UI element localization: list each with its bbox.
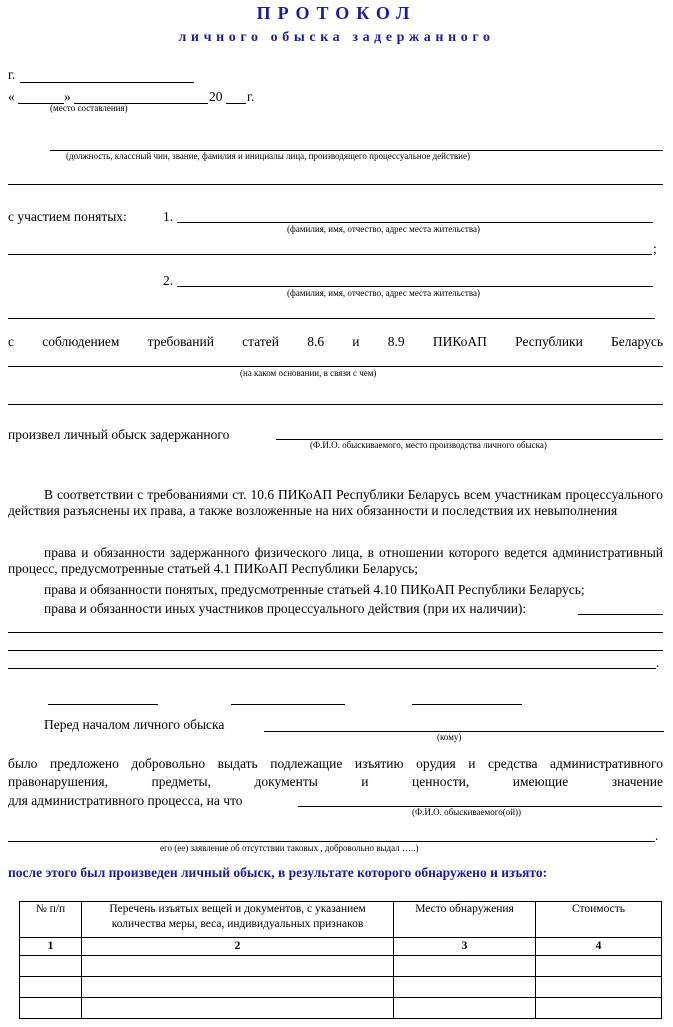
- table-cell[interactable]: [394, 977, 536, 998]
- header-items: Перечень изъятых вещей и документов, с указанием количества меры, веса, индивидуальных признаков: [82, 902, 394, 938]
- offer-name-hint: (Ф.И.О. обыскиваемого(ой)): [412, 807, 522, 817]
- result-heading: после этого был произведен личный обыск, в результате которого обнаружено и изъято:: [8, 865, 548, 880]
- search-label: произвел личный обыск задержанного: [8, 427, 230, 442]
- search-hint: (Ф.И.О. обыскиваемого, место производства личного обыска): [310, 440, 547, 450]
- witness-1-field-line-2[interactable]: [8, 254, 652, 255]
- offer-label: Перед началом личного обыска: [44, 717, 225, 732]
- witness-2-hint: (фамилия, имя, отчество, адрес места жительства): [287, 288, 480, 298]
- city-field-line[interactable]: [20, 82, 194, 83]
- col-number-2: 2: [82, 938, 394, 956]
- official-hint: (должность, классный чин, звание, фамилия и инициалы лица, производящего процессуальное действие): [66, 151, 470, 161]
- witness-1-number: 1.: [163, 209, 174, 224]
- witness-1-semicolon: ;: [653, 241, 657, 256]
- official-field-line-2[interactable]: [8, 184, 663, 185]
- signature-line-3[interactable]: [412, 704, 522, 705]
- table-cell[interactable]: [20, 956, 82, 977]
- rights-paragraph-3: права и обязанности понятых, предусмотренные статьей 4.10 ПИКоАП Республики Беларусь;: [44, 582, 585, 597]
- table-cell[interactable]: [82, 977, 394, 998]
- table-cell[interactable]: [20, 998, 82, 1019]
- rights-period: .: [656, 655, 660, 670]
- witness-1-hint: (фамилия, имя, отчество, адрес места жительства): [287, 224, 480, 234]
- table-row[interactable]: [20, 998, 662, 1019]
- signature-line-2[interactable]: [231, 704, 345, 705]
- document-title: ПРОТОКОЛ: [256, 3, 417, 23]
- offer-whom-field-line[interactable]: [264, 731, 664, 732]
- rights-field-line-3[interactable]: [8, 650, 663, 651]
- header-number: № п/п: [20, 902, 82, 938]
- compliance-field-line-2[interactable]: [8, 404, 663, 405]
- year-field-line[interactable]: [226, 103, 246, 104]
- compliance-text: с соблюдением требований статей 8.6 и 8.9 ПИКоАП Республики Беларусь: [8, 334, 663, 349]
- rights-field-line-4[interactable]: [8, 668, 656, 669]
- compliance-hint: (на каком основании, в связи с чем): [240, 368, 377, 378]
- witness-2-field-line[interactable]: [177, 286, 653, 287]
- table-cell[interactable]: [536, 998, 662, 1019]
- quote-close: »: [64, 89, 71, 104]
- table-row[interactable]: [20, 956, 662, 977]
- col-number-1: 1: [20, 938, 82, 956]
- witness-1-field-line[interactable]: [177, 222, 653, 223]
- table-cell[interactable]: [82, 998, 394, 1019]
- rights-field-line-2[interactable]: [8, 632, 663, 633]
- offer-statement-hint: его (ее) заявление об отсутствии таковых , добровольно выдал …..): [160, 843, 419, 853]
- table-cell[interactable]: [82, 956, 394, 977]
- table-row[interactable]: [20, 977, 662, 998]
- col-number-3: 3: [394, 938, 536, 956]
- table-cell[interactable]: [536, 956, 662, 977]
- offer-period: .: [655, 828, 659, 843]
- table-number-row: [20, 938, 662, 956]
- witness-2-number: 2.: [163, 273, 174, 288]
- table-header-row: [20, 902, 662, 938]
- col-number-4: 4: [536, 938, 662, 956]
- document-subtitle: личного обыска задержанного: [178, 30, 495, 45]
- quote-open: «: [8, 89, 15, 104]
- table-cell[interactable]: [536, 977, 662, 998]
- header-cost: Стоимость: [536, 902, 662, 938]
- seized-items-table: [19, 901, 662, 1019]
- place-hint: (место составления): [50, 103, 128, 113]
- offer-text: было предложено добровольно выдать подлежащие изъятию орудия и средства административного правонарушения, предметы, документы и ценности, имеющие значение: [8, 756, 663, 789]
- rights-paragraph-4: права и обязанности иных участников процессуального действия (при их наличии):: [44, 601, 527, 616]
- table-cell[interactable]: [20, 977, 82, 998]
- signature-line-1[interactable]: [48, 704, 158, 705]
- table-cell[interactable]: [394, 956, 536, 977]
- offer-last-line: для административного процесса, на что: [8, 793, 243, 808]
- rights-paragraph-1: В соответствии с требованиями ст. 10.6 ПИКоАП Республики Беларусь всем участникам процессуального действия разъяснены их права, а также возложенные на них обязанности и последствия их невыполнения: [8, 487, 663, 518]
- year-prefix: 20: [209, 89, 223, 104]
- rights-paragraph-2: права и обязанности задержанного физического лица, в отношении которого ведется административный процесс, предусмотренные статьей 4.1 ПИКоАП Республики Беларусь;: [8, 545, 663, 576]
- compliance-field-line[interactable]: [8, 366, 663, 367]
- witnesses-label: с участием понятых:: [8, 209, 127, 224]
- offer-whom-hint: (кому): [437, 732, 462, 742]
- table-cell[interactable]: [394, 998, 536, 1019]
- rights-field-line[interactable]: [578, 614, 663, 615]
- header-location: Место обнаружения: [394, 902, 536, 938]
- witness-2-field-line-2[interactable]: [8, 318, 655, 319]
- offer-statement-field-line[interactable]: [8, 841, 655, 842]
- city-prefix: г.: [8, 67, 16, 82]
- year-suffix: г.: [247, 89, 255, 104]
